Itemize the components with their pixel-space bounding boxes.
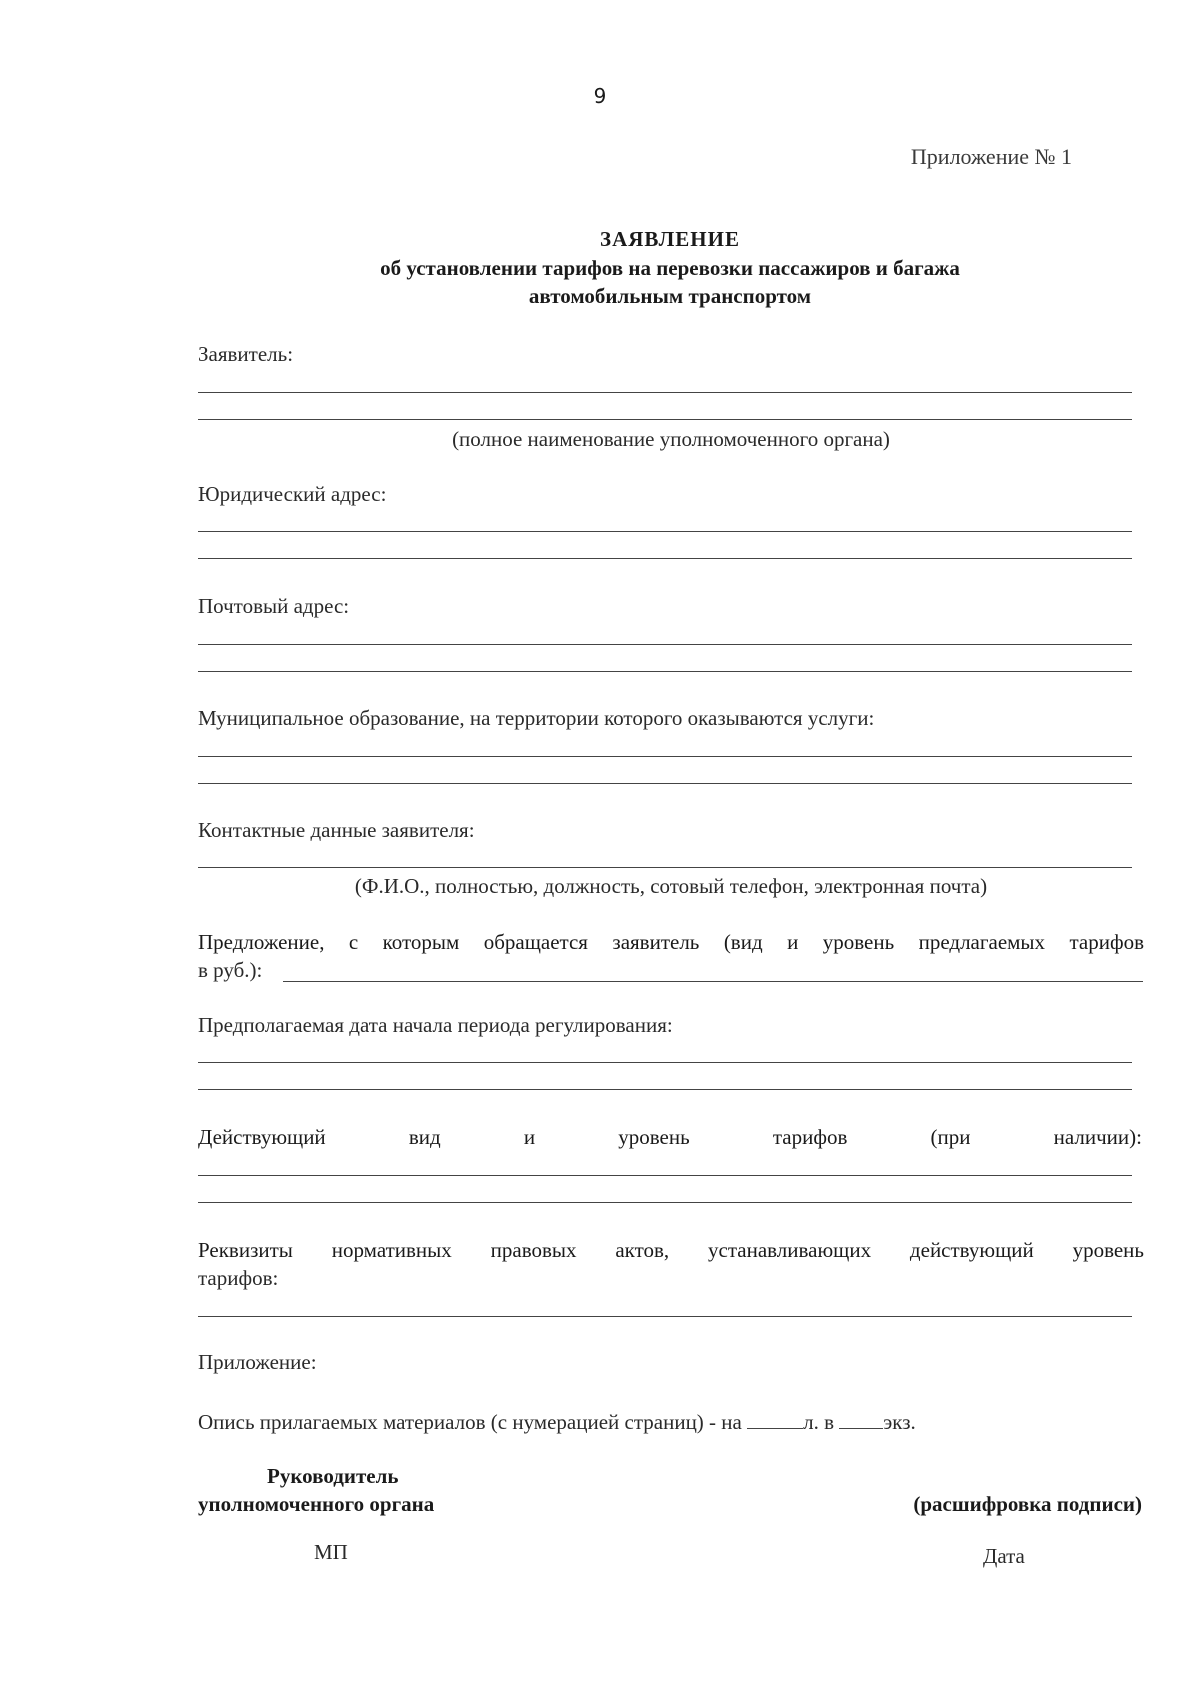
current-tariffs-line-2[interactable]: [198, 1202, 1132, 1203]
document-title: ЗАЯВЛЕНИЕ: [600, 227, 740, 251]
proposal-label-line2: в руб.):: [198, 958, 263, 982]
applicant-hint: (полное наименование уполномоченного органа): [452, 427, 890, 451]
applicant-label: Заявитель:: [198, 342, 294, 366]
signature-head-line1: Руководитель: [267, 1464, 399, 1488]
current-tariffs-label: Действующий вид и уровень тарифов (при наличии):: [198, 1125, 1142, 1149]
acts-label-line1: Реквизиты нормативных правовых актов, устанавливающих действующий уровень: [198, 1238, 1144, 1262]
page-number: 9: [593, 84, 607, 108]
inventory-sheets-text: л. в: [803, 1410, 835, 1434]
legal-address-line-1[interactable]: [198, 531, 1132, 532]
signature-head-line2: уполномоченного органа: [198, 1492, 435, 1516]
start-date-line-1[interactable]: [198, 1062, 1132, 1063]
acts-label-line2: тарифов:: [198, 1266, 279, 1290]
acts-line[interactable]: [198, 1316, 1132, 1317]
start-date-line-2[interactable]: [198, 1089, 1132, 1090]
signature-decoding: (расшифровка подписи): [913, 1492, 1142, 1516]
appendix-label: Приложение № 1: [910, 144, 1072, 169]
document-subtitle-line1: об установлении тарифов на перевозки пассажиров и багажа: [380, 256, 960, 280]
legal-address-line-2[interactable]: [198, 558, 1132, 559]
applicant-line-2[interactable]: [198, 419, 1132, 420]
postal-address-line-2[interactable]: [198, 671, 1132, 672]
inventory-copies-blank[interactable]: [839, 1410, 883, 1429]
attachment-label: Приложение:: [198, 1350, 317, 1374]
postal-address-label: Почтовый адрес:: [198, 594, 350, 618]
inventory-prefix: Опись прилагаемых материалов (с нумерацией страниц) - на: [198, 1410, 742, 1434]
proposal-line[interactable]: [283, 981, 1143, 982]
inventory-row: [198, 1410, 916, 1435]
date-label: Дата: [983, 1544, 1025, 1568]
inventory-sheets-blank[interactable]: [747, 1410, 803, 1429]
municipality-line-2[interactable]: [198, 783, 1132, 784]
current-tariffs-line-1[interactable]: [198, 1175, 1132, 1176]
contacts-label: Контактные данные заявителя:: [198, 818, 475, 842]
contacts-hint: (Ф.И.О., полностью, должность, сотовый телефон, электронная почта): [354, 874, 988, 898]
postal-address-line-1[interactable]: [198, 644, 1132, 645]
legal-address-label: Юридический адрес:: [198, 482, 387, 506]
municipality-label: Муниципальное образование, на территории которого оказываются услуги:: [198, 706, 875, 730]
applicant-line-1[interactable]: [198, 392, 1132, 393]
start-date-label: Предполагаемая дата начала периода регулирования:: [198, 1013, 673, 1037]
document-subtitle-line2: автомобильным транспортом: [528, 284, 812, 308]
proposal-label-line1: Предложение, с которым обращается заявитель (вид и уровень предлагаемых тарифов: [198, 930, 1144, 954]
inventory-copies-text: экз.: [883, 1410, 916, 1434]
stamp-label: МП: [314, 1540, 348, 1564]
municipality-line-1[interactable]: [198, 756, 1132, 757]
contacts-line[interactable]: [198, 867, 1132, 868]
